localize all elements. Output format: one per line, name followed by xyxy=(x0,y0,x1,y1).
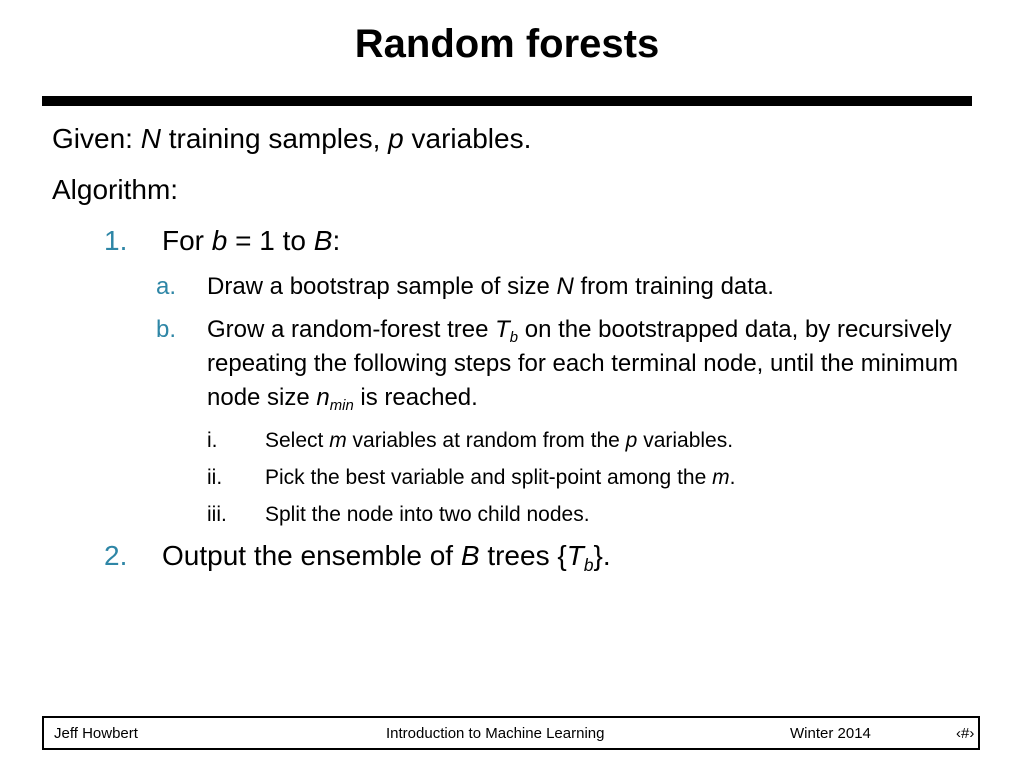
step1b-iii-number: iii. xyxy=(207,503,227,526)
step1b-ii-post: . xyxy=(729,466,736,489)
step1b-post: is reached. xyxy=(353,384,478,411)
step1a-N: N xyxy=(556,273,574,300)
step1a-text xyxy=(207,270,774,304)
given-suffix: variables. xyxy=(403,123,532,154)
footer-page-number: ‹#› xyxy=(956,725,975,742)
given-p: p xyxy=(388,123,404,154)
step1b-ii-text xyxy=(265,464,735,492)
step2-text xyxy=(162,539,611,576)
given-line xyxy=(52,122,531,156)
step2-number: 2. xyxy=(104,540,128,571)
step1b-i-pre: Select xyxy=(265,429,330,452)
step1b-n: n xyxy=(316,384,330,411)
step1a-letter: a. xyxy=(156,273,177,300)
step1-pre: For xyxy=(162,225,212,256)
step1b-text xyxy=(207,313,967,415)
step2-T: T xyxy=(566,540,584,571)
step1a-pre: Draw a bootstrap sample of size xyxy=(207,273,557,300)
slide-title: Random forests xyxy=(354,22,660,66)
given-n: N xyxy=(140,123,161,154)
step1-b: b xyxy=(211,225,228,256)
step1b-ii-pre: Pick the best variable and split-point among the xyxy=(265,466,713,489)
step1b-i-text xyxy=(265,427,733,455)
step1b-letter: b. xyxy=(156,316,177,343)
step2-pre: Output the ensemble of xyxy=(162,540,461,571)
step1b-mid: on the bootstrapped data, by recursively repeating the following steps for each terminal node, until the minimum node size xyxy=(207,316,959,411)
step1-colon: : xyxy=(332,225,341,256)
step1b-i-mid: variables at random from the xyxy=(346,429,626,452)
step2-B: B xyxy=(460,540,480,571)
step1-eq: = 1 to xyxy=(227,225,314,256)
step1b-ii-number: ii. xyxy=(207,466,223,489)
step1b-i-post: variables. xyxy=(637,429,734,452)
step1b-iii-text: Split the node into two child nodes. xyxy=(265,503,590,526)
footer-author: Jeff Howbert xyxy=(54,725,138,742)
step1-text xyxy=(162,224,340,258)
footer-term: Winter 2014 xyxy=(790,725,871,742)
given-mid: training samples, xyxy=(160,123,389,154)
step2-mid: trees { xyxy=(479,540,567,571)
step1-B: B xyxy=(313,225,333,256)
step1b-i-p: p xyxy=(625,429,638,452)
step1b-i-number: i. xyxy=(207,429,218,452)
footer-course: Introduction to Machine Learning xyxy=(386,725,605,742)
step1-number: 1. xyxy=(104,225,128,256)
given-prefix: Given: xyxy=(52,123,141,154)
step2-post: }. xyxy=(593,540,611,571)
algorithm-label: Algorithm: xyxy=(52,174,179,205)
step1b-ii-m: m xyxy=(712,466,730,489)
step2-T-sub: b xyxy=(583,555,594,576)
step1b-n-sub: min xyxy=(329,398,354,415)
footer xyxy=(42,716,980,750)
step1b-T-sub: b xyxy=(509,330,519,347)
step1b-T: T xyxy=(495,316,510,343)
step1b-i-m: m xyxy=(329,429,347,452)
step1b-pre: Grow a random-forest tree xyxy=(207,316,496,343)
step1a-post: from training data. xyxy=(573,273,774,300)
